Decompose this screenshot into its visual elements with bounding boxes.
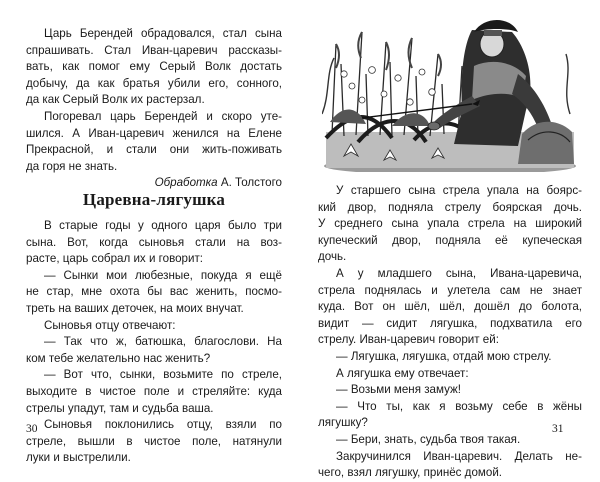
right-page	[300, 0, 600, 480]
text-line: А лягушка ему отвечает:	[336, 366, 469, 380]
text-line: не стар, мне охота бы вас женить, посмо-	[26, 285, 282, 299]
text-line: луки и выстрелили.	[26, 451, 131, 465]
text-line: — Что ты, как я возьму себе в жёны	[336, 399, 582, 413]
previous-story-ending	[26, 26, 282, 192]
text-line: У среднего сына упала стрела на широкий	[318, 217, 582, 231]
text-line: стрела поднялась и улетела сам не знает	[318, 283, 582, 297]
text-line: стрелы упадут, там и судьба ваша.	[26, 401, 214, 415]
text-line: — Так что ж, батюшка, благослови. На	[44, 335, 282, 349]
text-line: Прекрасной, и стали они жить-поживать	[26, 143, 282, 157]
text-line: лягушку?	[318, 416, 368, 430]
text-line: стрелу. Иван-царевич говорит ей:	[318, 333, 499, 347]
text-line: У старшего сына стрела упала на боярс-	[336, 184, 582, 197]
text-line: Закручинился Иван-царевич. Делать не-	[336, 449, 582, 463]
text-line: сына. Вот, когда сыновья стали на воз-	[26, 235, 282, 249]
text-line: Сыновья отцу отвечают:	[44, 318, 176, 332]
text-line: Сыновья поклонились отцу, взяли по	[44, 418, 282, 432]
text-line: чего, взял лягушку, принёс домой.	[318, 466, 503, 480]
text-line: — Лягушка, лягушка, отдай мою стрелу.	[336, 349, 552, 363]
text-line: добычу, да как братья убили его, сонного,	[26, 76, 282, 90]
text-line: — Бери, знать, судьба твоя такая.	[336, 432, 521, 446]
text-line: спрашивать. Стал Иван-царевич рассказы-	[26, 43, 282, 57]
left-page	[0, 0, 300, 463]
story-text	[26, 218, 282, 467]
text-line: дочь.	[318, 250, 347, 264]
text-line: расте, царь собрал их и говорит:	[26, 252, 204, 266]
text-line: кий двор, подняла стрелу боярская дочь.	[318, 200, 582, 214]
text-line: да горя не знать.	[26, 159, 118, 173]
text-line: вать, как помог ему Серый Волк достать	[26, 60, 282, 74]
text-line: — Сынки мои любезные, покуда я ещё	[44, 268, 282, 282]
text-line: — Вот что, сынки, возьмите по стреле,	[44, 368, 282, 382]
text-line: Царь Берендей обрадовался, стал сына	[44, 27, 282, 40]
story-title: Царевна-лягушка	[82, 190, 226, 209]
text-line: В старые годы у одного царя было три	[44, 219, 282, 232]
text-line: А у младшего сына, Ивана-царевича,	[336, 266, 582, 280]
source-author: А. Толстого	[220, 176, 282, 190]
text-line: Погоревал царь Берендей и скоро уте-	[44, 109, 282, 123]
story-continuation	[318, 183, 582, 482]
text-line: стреле, вышли в чистое поле, натянули	[26, 434, 282, 448]
text-line: купеческий двор, подняла её купеческая	[318, 233, 582, 247]
page-number-left: 30	[26, 423, 38, 435]
text-line: треть на ваших деточек, на моих внучат.	[26, 301, 244, 315]
text-line: выходите в чистое поле и стреляйте: куда	[26, 384, 282, 398]
text-line: да как Серый Волк их растерзал.	[26, 93, 205, 107]
text-line: видит — сидит лягушка, подхватила его	[318, 316, 582, 330]
page-number-right: 31	[552, 423, 564, 435]
source-label: Обработка	[154, 176, 218, 190]
text-line: шился. А Иван-царевич женился на Елене	[26, 126, 282, 140]
text-line: ком тебе желательно нас женить?	[26, 351, 211, 365]
text-line: куда. Вот он шёл, шёл, дошёл до болота,	[318, 300, 582, 314]
text-line: — Возьми меня замуж!	[336, 383, 461, 397]
